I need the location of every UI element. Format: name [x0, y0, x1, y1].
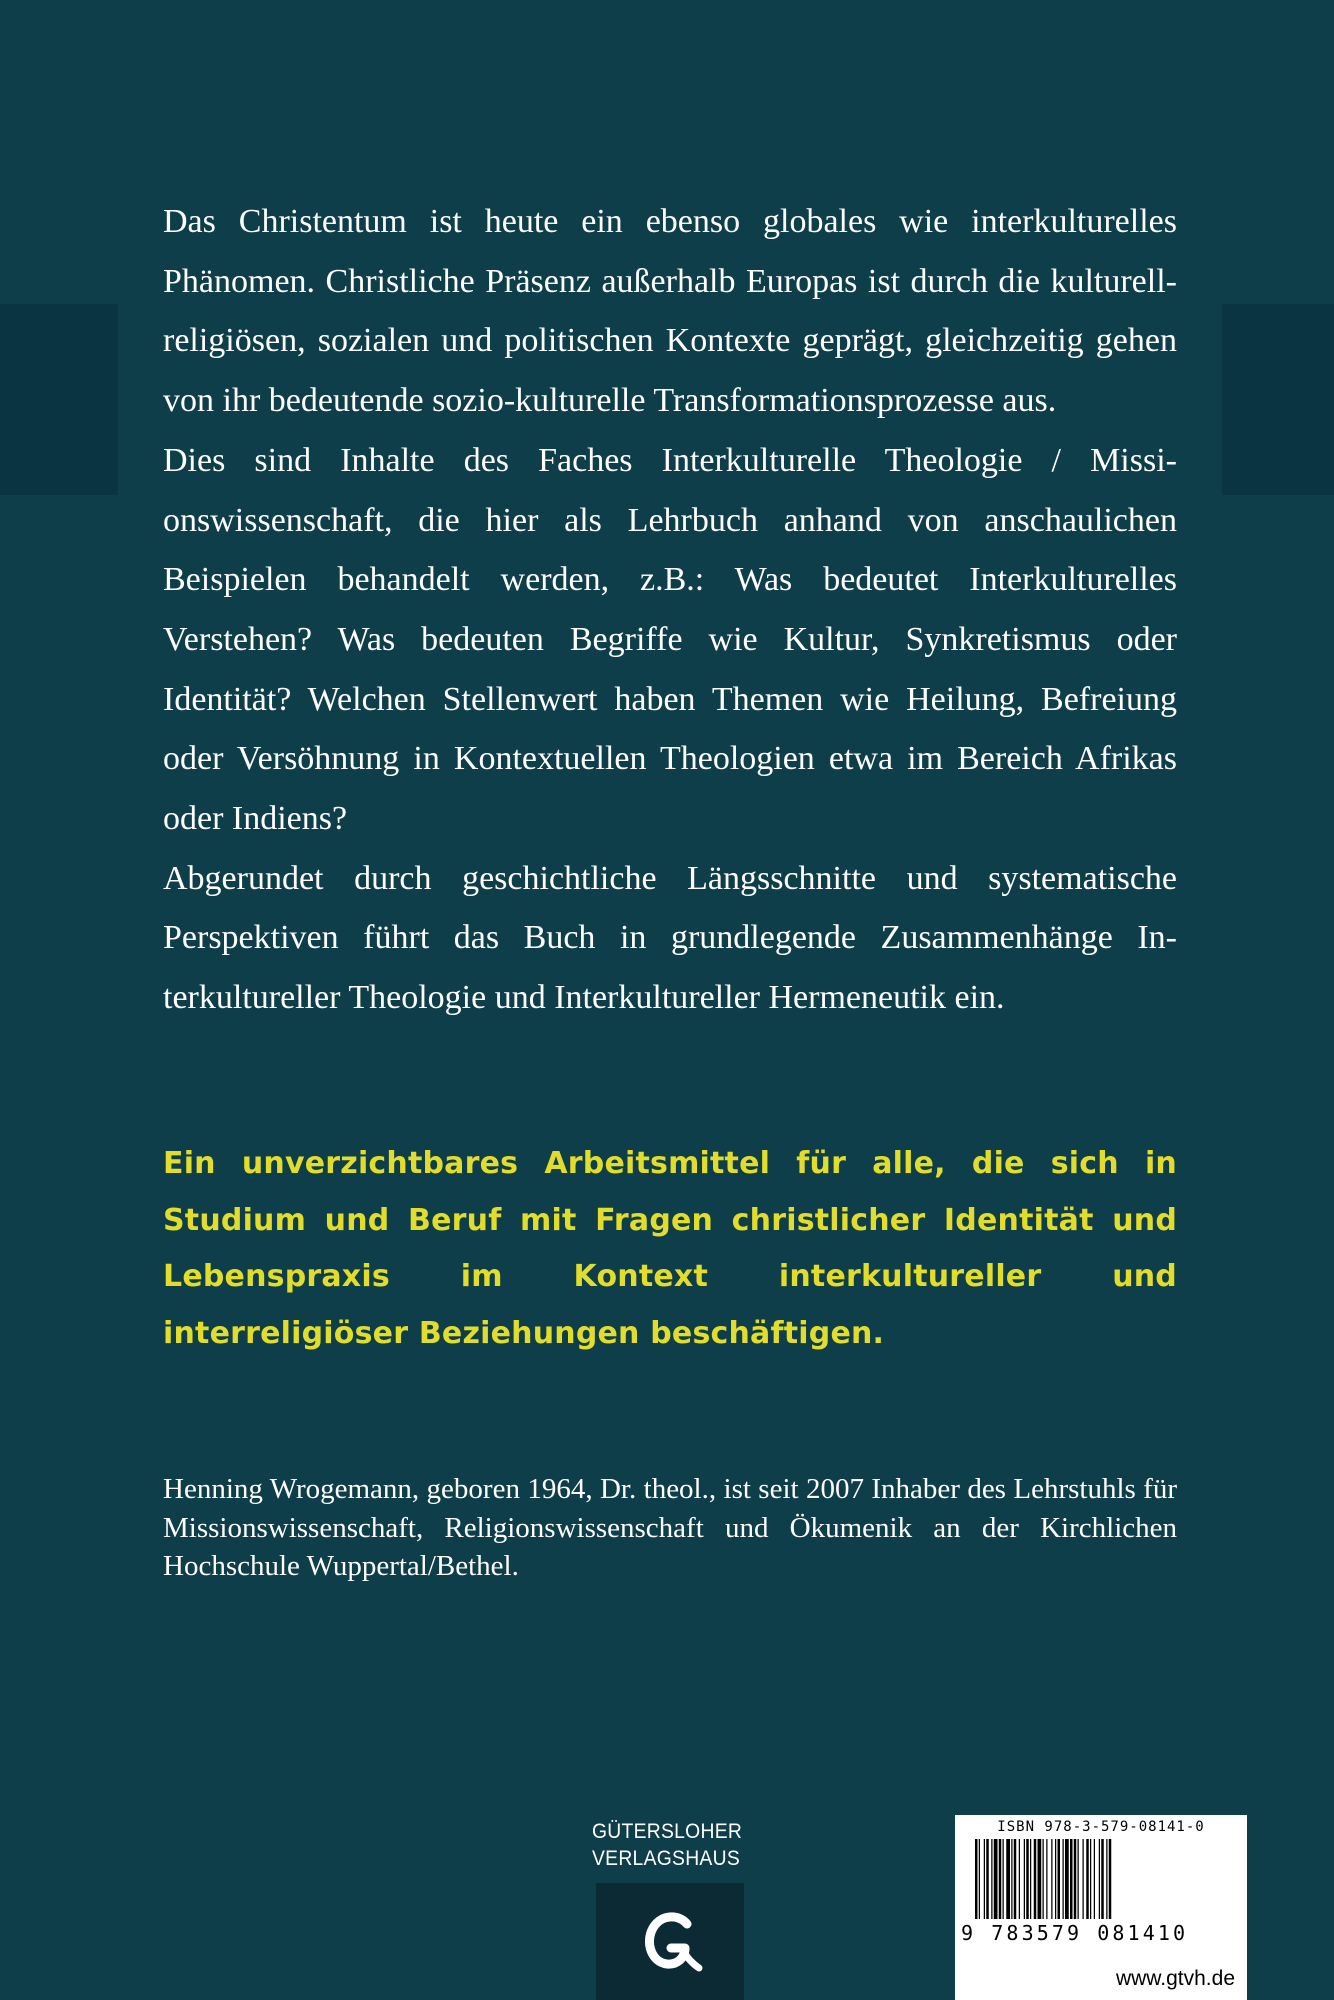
- barcode-bar: [1003, 1839, 1004, 1919]
- barcode-bar: [1074, 1839, 1077, 1919]
- barcode-bar: [1083, 1839, 1084, 1919]
- publisher-g-logo-glyph: [635, 1902, 705, 1982]
- barcode-bar: [1011, 1839, 1012, 1919]
- barcode-digits: 9 783579 081410: [961, 1921, 1189, 1945]
- barcode-bar: [986, 1839, 989, 1919]
- barcode-bar: [1046, 1839, 1047, 1919]
- barcode-bar: [1090, 1839, 1091, 1919]
- barcode-bar: [1026, 1839, 1029, 1919]
- barcode-bar: [1024, 1839, 1025, 1919]
- barcode-bar: [1109, 1839, 1112, 1919]
- barcode-bar: [1086, 1839, 1089, 1919]
- barcode-bar: [1070, 1839, 1073, 1919]
- blurb-paragraph-1: Das Christentum ist heute ein ebenso globales wie interkulturelles Phänomen. Christliche Präsenz außerhalb Europas ist durch die kulturell-religiösen, sozialen und politischen Kontexte geprägt, gleichzeitig gehen von ihr bedeutende sozio-kulturelle Transformationsprozesse aus.: [163, 203, 1177, 420]
- barcode-bar: [1019, 1839, 1020, 1919]
- right-decor-bar: [1222, 304, 1334, 495]
- barcode-bar: [1099, 1839, 1100, 1919]
- publisher-name: [592, 1818, 743, 1872]
- barcode-bar: [991, 1839, 992, 1919]
- barcode-bar: [1106, 1839, 1107, 1919]
- publisher-name-line-2: VERLAGSHAUS: [592, 1847, 740, 1870]
- author-bio: Henning Wrogemann, geboren 1964, Dr. theol., ist seit 2007 Inhaber des Lehrstuhls für Missionswissenschaft, Religionswissenschaft und Ökumenik an der Kirchlichen Hochschule Wuppertal/Bethel.: [163, 1473, 1177, 1582]
- barcode-bar: [979, 1839, 980, 1919]
- barcode-bar: [984, 1839, 985, 1919]
- barcode-bar: [975, 1839, 978, 1919]
- barcode-bar: [1034, 1839, 1037, 1919]
- blurb-paragraph-2: Dies sind Inhalte des Faches Interkulturelle Theologie / Missionswissenschaft, die hier als Lehrbuch anhand von anschaulichen Beispielen behandelt werden, z.B.: Was bedeutet Interkulturelles Verstehen? Was bedeuten Begriffe wie Kultur, Synkretismus oder Identität? Welchen Stellenwert haben Themen wie Heilung, Befreiung oder Versöhnung in Kontextuellen Theologien etwa im Bereich Afrikas oder Indiens?: [163, 441, 1177, 838]
- barcode-bar: [994, 1839, 998, 1919]
- barcode-bar: [1038, 1839, 1042, 1919]
- isbn-label: ISBN 978-3-579-08141-0: [997, 1819, 1205, 1835]
- barcode-bar: [1014, 1839, 1017, 1919]
- barcode-bar: [1078, 1839, 1079, 1919]
- barcode-bar: [999, 1839, 1002, 1919]
- highlight-statement: Ein unverzichtbares Arbeitsmittel für alle, die sich in Studium und Beruf mit Fragen christlicher Identität und Lebenspraxis im Kontext interkultureller und interreligiöser Beziehungen beschäftigen.: [163, 1146, 1177, 1351]
- publisher-website: www.gtvh.de: [955, 1962, 1247, 2000]
- barcode-bar: [1055, 1839, 1056, 1919]
- barcode-bar: [1094, 1839, 1095, 1919]
- barcode-bar: [1051, 1839, 1052, 1919]
- publisher-name-line-1: GÜTERSLOHER: [592, 1820, 743, 1843]
- blurb-paragraph-3: Abgerundet durch geschichtliche Längsschnitte und systematische Perspektiven führt das Buch in grundlegende Zusammenhänge Interkultureller Theologie und Interkultureller Hermeneutik ein.: [163, 859, 1177, 1017]
- barcode-bar: [1058, 1839, 1061, 1919]
- barcode-bars: [975, 1839, 1227, 1923]
- left-decor-bar: [0, 304, 118, 495]
- barcode-bar: [1063, 1839, 1064, 1919]
- blurb-text: [163, 192, 1177, 1028]
- barcode-bar: [1043, 1839, 1044, 1919]
- barcode-bar: [1101, 1839, 1104, 1919]
- barcode-bar: [1030, 1839, 1031, 1919]
- barcode-bar: [1065, 1839, 1069, 1919]
- barcode-bar: [1006, 1839, 1010, 1919]
- barcode-area: [955, 1815, 1247, 1962]
- publisher-g-logo-icon: [596, 1883, 744, 2000]
